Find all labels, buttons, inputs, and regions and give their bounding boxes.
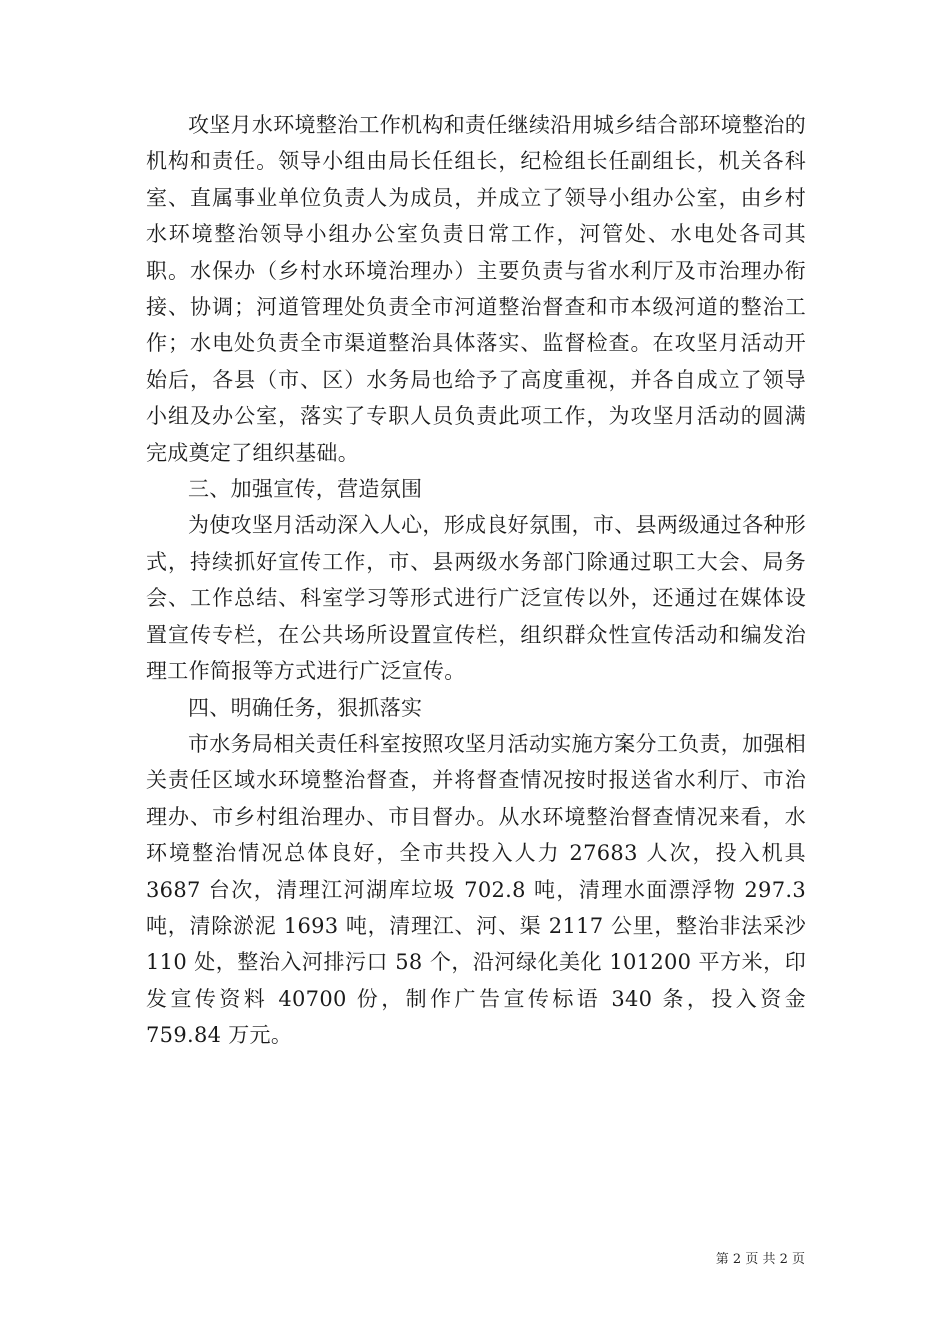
paragraph-organization: 攻坚月水环境整治工作机构和责任继续沿用城乡结合部环境整治的机构和责任。领导小组由局长任组长，纪检组长任副组长，机关各科室、直属事业单位负责人为成员，并成立了领导小组办公室，由乡村水环境整治领导小组办公室负责日常工作，河管处、水电处各司其职。水保办（乡村水环境治理办）主要负责与省水利厅及市治理办衔接、协调；河道管理处负责全市河道整治督查和市本级河道的整治工作；水电处负责全市渠道整治具体落实、监督检查。在攻坚月活动开始后，各县（市、区）水务局也给予了高度重视，并各自成立了领导小组及办公室，落实了专职人员负责此项工作，为攻坚月活动的圆满完成奠定了组织基础。 — [146, 113, 806, 465]
paragraph-tasks: 市水务局相关责任科室按照攻坚月活动实施方案分工负责，加强相关责任区域水环境整治督查，并将督查情况按时报送省水利厅、市治理办、市乡村组治理办、市目督办。从水环境整治督查情况来看，水环境整治情况总体良好，全市共投入人力 27683 人次，投入机具 3687 台次，清理江河湖库垃圾 702.8 吨，清理水面漂浮物 297.3 吨，清除淤泥 1693 吨，清理江、河、渠 2117 公里，整治非法采沙 110 处，整治入河排污口 58 个，沿河绿化美化 101200 平方米，印发宣传资料 40700 份，制作广告宣传标语 340 条，投入资金 759.84 万元。 — [146, 731, 806, 1048]
section-heading-publicity: 三、加强宣传，营造氛围 — [188, 477, 423, 502]
paragraph-publicity: 为使攻坚月活动深入人心，形成良好氛围，市、县两级通过各种形式，持续抓好宣传工作，市、县两级水务部门除通过职工大会、局务会、工作总结、科室学习等形式进行广泛宣传以外，还通过在媒体设置宣传专栏，在公共场所设置宣传栏，组织群众性宣传活动和编发治理工作简报等方式进行广泛宣传。 — [146, 513, 806, 684]
page-number-footer: 第 2 页 共 2 页 — [715, 1252, 805, 1267]
document-body — [146, 107, 806, 1054]
section-heading-tasks: 四、明确任务，狠抓落实 — [188, 695, 423, 720]
